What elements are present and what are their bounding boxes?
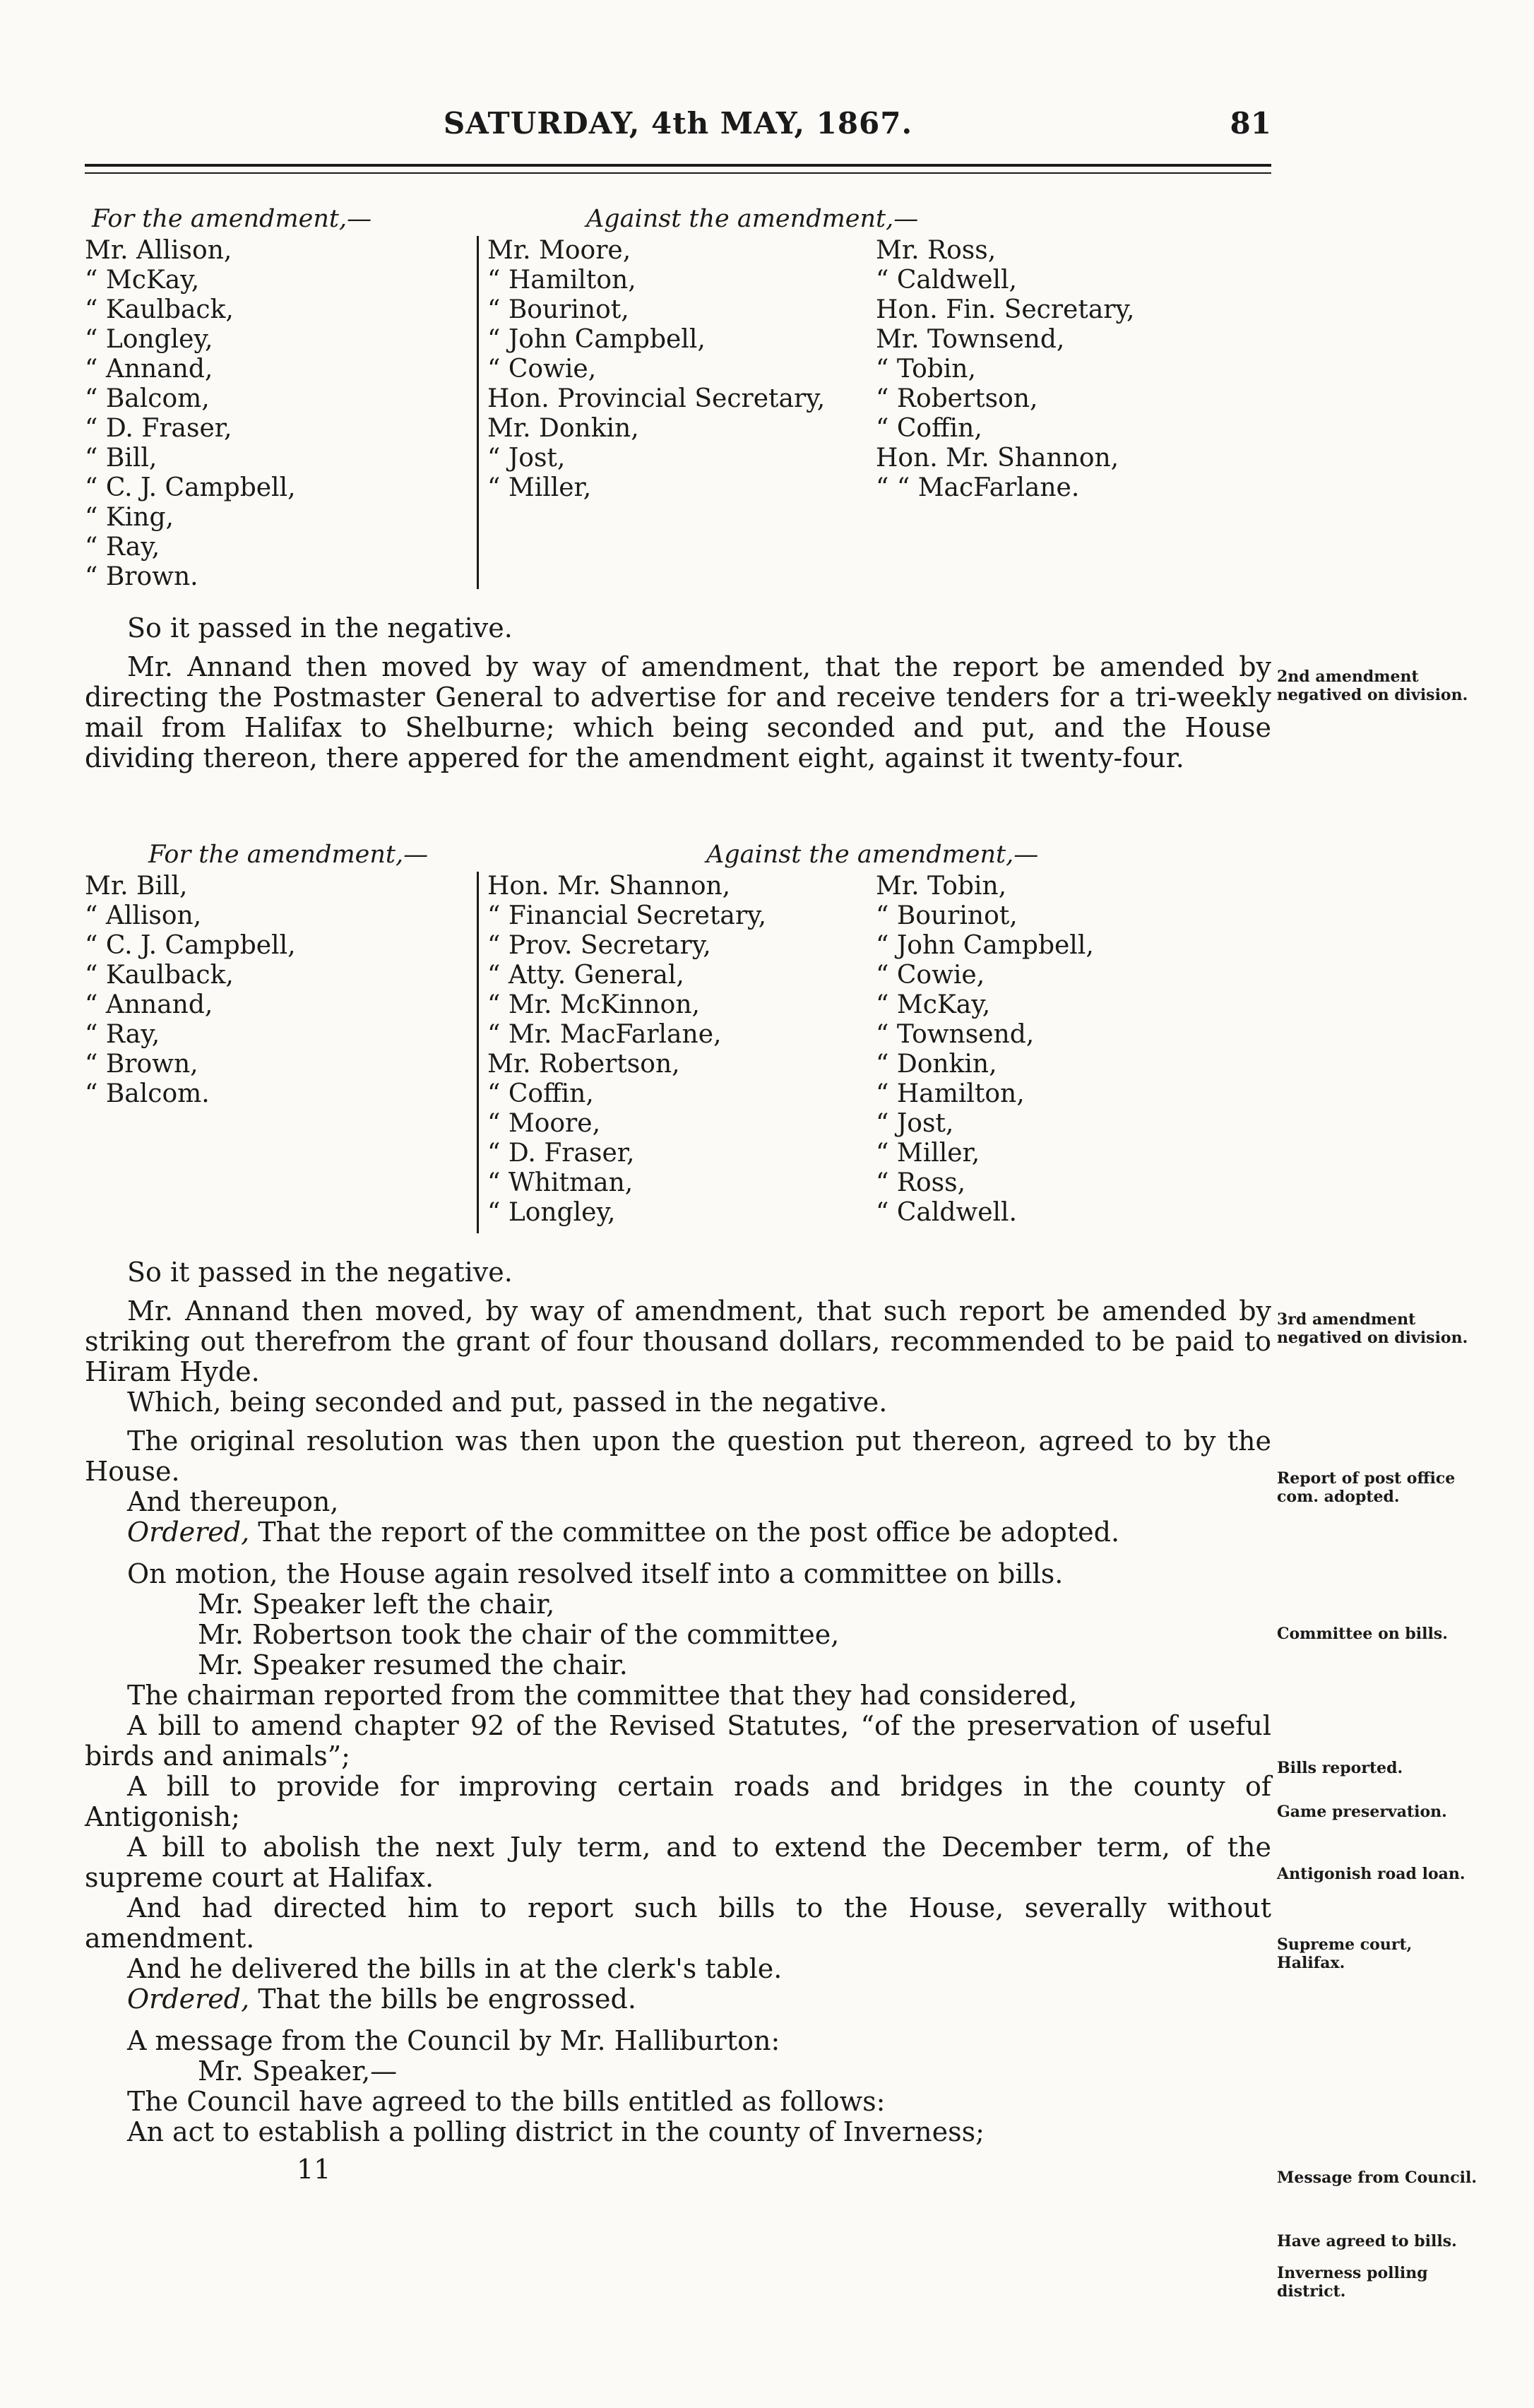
margin-note: 2nd amendment negatived on division.	[1277, 668, 1468, 704]
member-name: “ Coffin,	[487, 1079, 594, 1108]
member-name: “ C. J. Campbell,	[85, 931, 296, 960]
division-list-1	[85, 205, 1285, 600]
member-name: “ Bill,	[85, 444, 157, 473]
member-name: “ Caldwell.	[876, 1198, 1018, 1227]
member-name: Mr. Tobin,	[876, 872, 1007, 901]
margin-note: Bills reported.	[1277, 1759, 1403, 1777]
for-heading: For the amendment,—	[92, 205, 372, 233]
against-heading: Against the amendment,—	[586, 205, 919, 233]
member-name: “ Prov. Secretary,	[487, 931, 711, 960]
member-name: “ Bourinot,	[487, 295, 629, 324]
member-name: “ Miller,	[487, 473, 592, 502]
paragraph: Which, being seconded and put, passed in the negative.	[127, 1387, 888, 1418]
ordered-label: Ordered,	[127, 1983, 250, 2015]
member-name: Hon. Mr. Shannon,	[876, 444, 1119, 473]
paragraph: The Council have agreed to the bills entitled as follows:	[127, 2086, 886, 2117]
margin-note: Supreme court, Halifax.	[1277, 1935, 1413, 1972]
member-name: “ “ MacFarlane.	[876, 473, 1080, 502]
member-name: “ Allison,	[85, 901, 202, 930]
member-name: “ Mr. McKinnon,	[487, 990, 700, 1019]
member-name: “ Annand,	[85, 990, 213, 1019]
member-name: “ Whitman,	[487, 1168, 634, 1197]
member-name: “ John Campbell,	[487, 325, 706, 354]
against-column-2	[876, 872, 1094, 1228]
member-name: “ Cowie,	[487, 355, 597, 384]
for-column	[85, 236, 296, 592]
paragraph: Mr. Speaker left the chair,	[198, 1589, 555, 1620]
member-name: “ Caldwell,	[876, 266, 1018, 295]
member-name: “ Financial Secretary,	[487, 901, 767, 930]
member-name: “ Townsend,	[876, 1020, 1035, 1049]
margin-note: Report of post office com. adopted.	[1277, 1469, 1456, 1506]
member-name: Hon. Mr. Shannon,	[487, 872, 731, 901]
member-name: Mr. Donkin,	[487, 414, 639, 443]
paragraph: Mr. Speaker resumed the chair.	[198, 1649, 628, 1680]
paragraph: Mr. Annand then moved, by way of amendment, that such report be amended by striking out therefrom the grant of four thousand dollars, recommended to be paid to Hiram Hyde.	[85, 1295, 1271, 1387]
member-name: “ Longley,	[85, 325, 213, 354]
member-name: “ Brown.	[85, 562, 198, 591]
member-name: “ Jost,	[876, 1109, 954, 1138]
against-column-1	[487, 872, 766, 1228]
for-heading: For the amendment,—	[148, 841, 429, 869]
margin-note: Committee on bills.	[1277, 1625, 1448, 1643]
paragraph	[85, 1517, 1271, 1548]
member-name: “ Tobin,	[876, 355, 976, 384]
against-column-1	[487, 236, 825, 503]
member-name: Mr. Bill,	[85, 872, 188, 901]
paragraph: Mr. Annand then moved by way of amendment, that the report be amended by directing the Postmaster General to advertise for and receive tenders for a tri-weekly mail from Halifax to Shelburne; which being seconded and put, and the House dividing thereon, there appered for the amendment eight, against it twenty-four.	[85, 651, 1271, 773]
member-name: Mr. Moore,	[487, 236, 631, 265]
member-name: “ Balcom.	[85, 1079, 210, 1108]
margin-note: 3rd amendment negatived on division.	[1277, 1310, 1468, 1347]
member-name: “ Jost,	[487, 444, 566, 473]
member-name: “ Coffin,	[876, 414, 982, 443]
paragraph: A bill to provide for improving certain roads and bridges in the county of Antigonish;	[85, 1771, 1271, 1832]
member-name: “ Ray,	[85, 533, 160, 562]
member-name: “ C. J. Campbell,	[85, 473, 296, 502]
member-name: “ McKay,	[876, 990, 991, 1019]
member-name: “ Bourinot,	[876, 901, 1018, 930]
paragraph: An act to establish a polling district in the county of Inverness;	[127, 2116, 985, 2147]
member-name: “ Kaulback,	[85, 295, 234, 324]
paragraph: And he delivered the bills in at the clerk's table.	[127, 1953, 783, 1984]
margin-note: Have agreed to bills.	[1277, 2232, 1457, 2250]
header-rule-thick	[85, 164, 1271, 167]
paragraph: So it passed in the negative.	[127, 1257, 513, 1288]
margin-note: Inverness polling district.	[1277, 2264, 1428, 2301]
member-name: Mr. Robertson,	[487, 1050, 680, 1079]
ordered-text: That the report of the committee on the post office be adopted.	[258, 1517, 1120, 1548]
paragraph: And thereupon,	[127, 1486, 339, 1517]
paragraph	[85, 1984, 1271, 2015]
member-name: Mr. Allison,	[85, 236, 232, 265]
paragraph: The chairman reported from the committee that they had considered,	[127, 1680, 1078, 1711]
member-name: “ John Campbell,	[876, 931, 1094, 960]
paragraph: A bill to amend chapter 92 of the Revised Statutes, “of the preservation of useful birds and animals”;	[85, 1710, 1271, 1772]
member-name: “ Mr. MacFarlane,	[487, 1020, 722, 1049]
paragraph: And had directed him to report such bills to the House, severally without amendment.	[85, 1892, 1271, 1954]
member-name: “ Robertson,	[876, 384, 1038, 413]
member-name: Mr. Ross,	[876, 236, 997, 265]
member-name: “ Cowie,	[876, 961, 985, 990]
paragraph: A bill to abolish the next July term, and to extend the December term, of the supreme court at Halifax.	[85, 1832, 1271, 1893]
page-number: 81	[1230, 106, 1271, 141]
member-name: “ Atty. General,	[487, 961, 684, 990]
page-title: SATURDAY, 4th MAY, 1867.	[443, 106, 913, 141]
margin-note: Game preservation.	[1277, 1803, 1447, 1821]
member-name: “ Moore,	[487, 1109, 601, 1138]
member-name: “ Hamilton,	[876, 1079, 1025, 1108]
column-divider	[477, 872, 479, 1233]
member-name: “ D. Fraser,	[85, 414, 232, 443]
member-name: “ D. Fraser,	[487, 1139, 635, 1168]
member-name: “ King,	[85, 503, 174, 532]
member-name: “ Brown,	[85, 1050, 198, 1079]
body-block-1	[85, 613, 1271, 773]
page-header	[85, 106, 1271, 155]
member-name: “ Annand,	[85, 355, 213, 384]
footer-signature: 11	[297, 2154, 331, 2185]
ordered-label: Ordered,	[127, 1517, 250, 1548]
ordered-text: That the bills be engrossed.	[258, 1983, 636, 2015]
member-name: “ Hamilton,	[487, 266, 636, 295]
member-name: “ Longley,	[487, 1198, 616, 1227]
member-name: Hon. Fin. Secretary,	[876, 295, 1135, 324]
paragraph: Mr. Robertson took the chair of the committee,	[198, 1619, 840, 1650]
header-rule-thin	[85, 172, 1271, 174]
column-divider	[477, 236, 479, 589]
paragraph: So it passed in the negative.	[127, 612, 513, 643]
body-block-2	[85, 1257, 1271, 2185]
member-name: “ Kaulback,	[85, 961, 234, 990]
member-name: Mr. Townsend,	[876, 325, 1065, 354]
for-column	[85, 872, 296, 1109]
member-name: “ Ross,	[876, 1168, 966, 1197]
margin-note: Antigonish road loan.	[1277, 1865, 1465, 1883]
member-name: “ Miller,	[876, 1139, 980, 1168]
margin-note: Message from Council.	[1277, 2169, 1477, 2187]
member-name: “ Donkin,	[876, 1050, 997, 1079]
division-list-2	[85, 841, 1285, 1264]
member-name: “ Ray,	[85, 1020, 160, 1049]
member-name: “ Balcom,	[85, 384, 210, 413]
paragraph: A message from the Council by Mr. Halliburton:	[127, 2025, 780, 2056]
against-column-2	[876, 236, 1135, 503]
paragraph: On motion, the House again resolved itself into a committee on bills.	[127, 1558, 1064, 1589]
paragraph: Mr. Speaker,—	[198, 2056, 398, 2087]
paragraph: The original resolution was then upon the question put thereon, agreed to by the House.	[85, 1425, 1271, 1487]
against-heading: Against the amendment,—	[706, 841, 1039, 869]
member-name: “ McKay,	[85, 266, 200, 295]
member-name: Hon. Provincial Secretary,	[487, 384, 826, 413]
